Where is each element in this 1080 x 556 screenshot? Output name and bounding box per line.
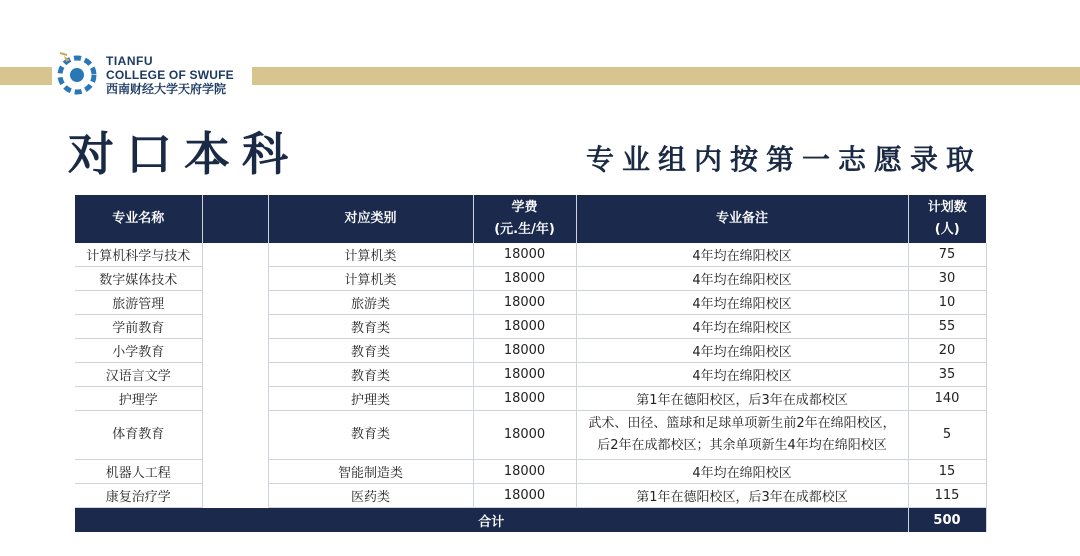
header-gold-band-left	[0, 67, 60, 85]
cell-category: 计算机类	[268, 243, 473, 267]
admission-plan-table	[75, 195, 987, 532]
college-logo	[52, 48, 252, 100]
table-row	[75, 243, 986, 267]
cell-fee: 18000	[473, 339, 576, 363]
header-plan-line1: 计划数	[927, 200, 967, 215]
college-emblem-icon	[54, 50, 100, 96]
header-blank	[202, 195, 268, 243]
logo-line-chinese: 西南财经大学天府学院	[106, 82, 227, 96]
total-value: 500	[908, 508, 986, 533]
cell-plan: 30	[908, 267, 986, 291]
logo-line-college: COLLEGE OF SWUFE	[106, 68, 234, 82]
cell-plan: 15	[908, 460, 986, 484]
table-header-row	[75, 195, 986, 243]
cell-plan: 55	[908, 315, 986, 339]
cell-fee: 18000	[473, 291, 576, 315]
cell-blank-merged	[202, 243, 268, 508]
cell-note: 4年均在绵阳校区	[576, 243, 908, 267]
cell-plan: 5	[908, 411, 986, 460]
cell-fee: 18000	[473, 484, 576, 508]
cell-major: 汉语言文学	[75, 363, 202, 387]
header-gold-band-right	[248, 67, 1080, 85]
cell-note-line1: 武术、田径、篮球和足球单项新生前2年在绵阳校区，	[588, 416, 896, 431]
header-plan	[908, 195, 986, 243]
logo-line-tianfu: TIANFU	[106, 54, 153, 68]
cell-major: 数字媒体技术	[75, 267, 202, 291]
cell-major: 小学教育	[75, 339, 202, 363]
cell-fee: 18000	[473, 460, 576, 484]
cell-major: 康复治疗学	[75, 484, 202, 508]
cell-fee: 18000	[473, 243, 576, 267]
cell-major: 学前教育	[75, 315, 202, 339]
cell-plan: 115	[908, 484, 986, 508]
cell-note: 4年均在绵阳校区	[576, 363, 908, 387]
cell-note: 4年均在绵阳校区	[576, 291, 908, 315]
cell-note: 4年均在绵阳校区	[576, 339, 908, 363]
cell-fee: 18000	[473, 363, 576, 387]
header-category: 对应类别	[268, 195, 473, 243]
cell-category: 旅游类	[268, 291, 473, 315]
header-fee-line1: 学费	[511, 200, 538, 215]
cell-major: 护理学	[75, 387, 202, 411]
cell-major: 旅游管理	[75, 291, 202, 315]
cell-plan: 140	[908, 387, 986, 411]
cell-fee: 18000	[473, 315, 576, 339]
cell-plan: 10	[908, 291, 986, 315]
header-plan-line2: (人)	[934, 222, 960, 237]
cell-category: 教育类	[268, 411, 473, 460]
header-fee	[473, 195, 576, 243]
cell-category: 医药类	[268, 484, 473, 508]
total-label: 合计	[75, 508, 908, 533]
page-subtitle: 专业组内按第一志愿录取	[586, 143, 983, 176]
cell-category: 教育类	[268, 363, 473, 387]
cell-note	[576, 411, 908, 460]
cell-category: 教育类	[268, 315, 473, 339]
cell-major: 计算机科学与技术	[75, 243, 202, 267]
cell-note: 4年均在绵阳校区	[576, 267, 908, 291]
cell-fee: 18000	[473, 267, 576, 291]
cell-plan: 35	[908, 363, 986, 387]
cell-category: 护理类	[268, 387, 473, 411]
cell-note: 第1年在德阳校区，后3年在成都校区	[576, 387, 908, 411]
cell-plan: 75	[908, 243, 986, 267]
page-title: 对口本科	[68, 127, 300, 181]
cell-note-line2: 后2年在成都校区；其余单项新生4年均在绵阳校区	[597, 438, 887, 453]
cell-major: 体育教育	[75, 411, 202, 460]
cell-fee: 18000	[473, 411, 576, 460]
cell-category: 教育类	[268, 339, 473, 363]
cell-note: 4年均在绵阳校区	[576, 460, 908, 484]
header-fee-line2: (元.生/年)	[494, 222, 555, 237]
cell-note: 第1年在德阳校区，后3年在成都校区	[576, 484, 908, 508]
header-major: 专业名称	[75, 195, 202, 243]
cell-category: 智能制造类	[268, 460, 473, 484]
header-note: 专业备注	[576, 195, 908, 243]
cell-note: 4年均在绵阳校区	[576, 315, 908, 339]
cell-major: 机器人工程	[75, 460, 202, 484]
table-total-row	[75, 508, 986, 533]
cell-fee: 18000	[473, 387, 576, 411]
cell-plan: 20	[908, 339, 986, 363]
cell-category: 计算机类	[268, 267, 473, 291]
